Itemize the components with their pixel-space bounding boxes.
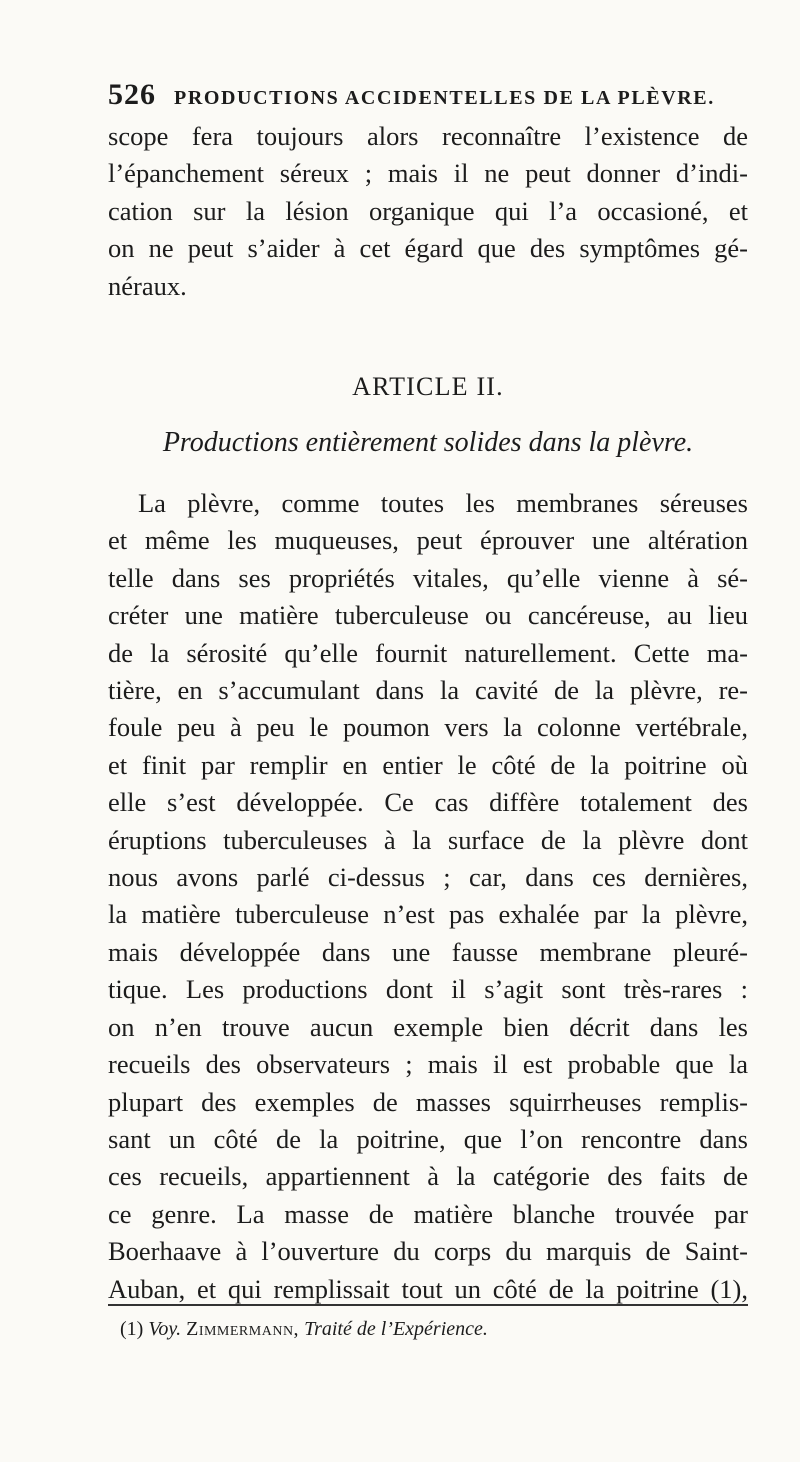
running-head (108, 78, 748, 114)
text-line: scope fera toujours alors reconnaître l’existence de (108, 121, 748, 151)
text-line: la matière tuberculeuse n’est pas exhalée par la plèvre, (108, 899, 748, 930)
text-line: on n’en trouve aucun exemple bien décrit dans les (108, 1011, 748, 1042)
text-line: elle s’est développée. Ce cas diffère totalement des (108, 787, 748, 818)
text-line: sant un côté de la poitrine, que l’on rencontre dans (108, 1123, 748, 1154)
text-line: et même les muqueuses, peut éprouver une altération (108, 525, 748, 556)
text-line: ce genre. La masse de matière blanche trouvée par (108, 1198, 748, 1229)
footnote-divider (108, 1304, 748, 1306)
footnote-author: Zimmermann, (186, 1318, 300, 1340)
main-paragraph (108, 485, 748, 1308)
text-line: ces recueils, appartiennent à la catégorie des faits de (108, 1161, 748, 1192)
text-line: néraux. (108, 270, 187, 301)
footnote-work: Traité de l’Expérience. (304, 1318, 488, 1340)
text-line: mais développée dans une fausse membrane pleuré- (108, 936, 748, 967)
intro-paragraph (108, 118, 748, 305)
text-line: La plèvre, comme toutes les membranes séreuses (138, 488, 748, 518)
text-line: recueils des observateurs ; mais il est probable que la (108, 1049, 748, 1080)
text-line: plupart des exemples de masses squirrheuses remplis- (108, 1086, 748, 1117)
text-line: tique. Les productions dont il s’agit sont très-rares : (108, 974, 748, 1005)
footnote-marker: (1) (120, 1318, 144, 1340)
text-line: de la sérosité qu’elle fournit naturellement. Cette ma- (108, 637, 748, 668)
text-line: l’épanchement séreux ; mais il ne peut donner d’indi- (108, 158, 748, 189)
text-line: foule peu à peu le poumon vers la colonne vertébrale, (108, 712, 748, 743)
text-line: telle dans ses propriétés vitales, qu’elle vienne à sé- (108, 562, 748, 593)
text-line: Auban, et qui remplissait tout un côté de la poitrine (1), (108, 1273, 748, 1304)
text-line: nous avons parlé ci-dessus ; car, dans ces dernières, (108, 862, 748, 893)
running-head-title: PRODUCTIONS ACCIDENTELLES DE LA PLÈVRE. (174, 87, 715, 109)
text-line: on ne peut s’aider à cet égard que des symptômes gé- (108, 233, 748, 264)
text-line: éruptions tuberculeuses à la surface de la plèvre dont (108, 824, 748, 855)
page-number: 526 (108, 78, 156, 111)
text-line: et finit par remplir en entier le côté de la poitrine où (108, 749, 748, 780)
text-line: Boerhaave à l’ouverture du corps du marquis de Saint- (108, 1236, 748, 1267)
footnote-voy: Voy. (148, 1318, 182, 1340)
text-line: créter une matière tuberculeuse ou cancéreuse, au lieu (108, 600, 748, 631)
article-heading: ARTICLE II. (352, 372, 504, 401)
text-line: tière, en s’accumulant dans la cavité de la plèvre, re- (108, 675, 748, 706)
text-line: cation sur la lésion organique qui l’a occasioné, et (108, 195, 748, 226)
footnote (120, 1318, 750, 1341)
section-title: Productions entièrement solides dans la plèvre. (162, 427, 694, 458)
